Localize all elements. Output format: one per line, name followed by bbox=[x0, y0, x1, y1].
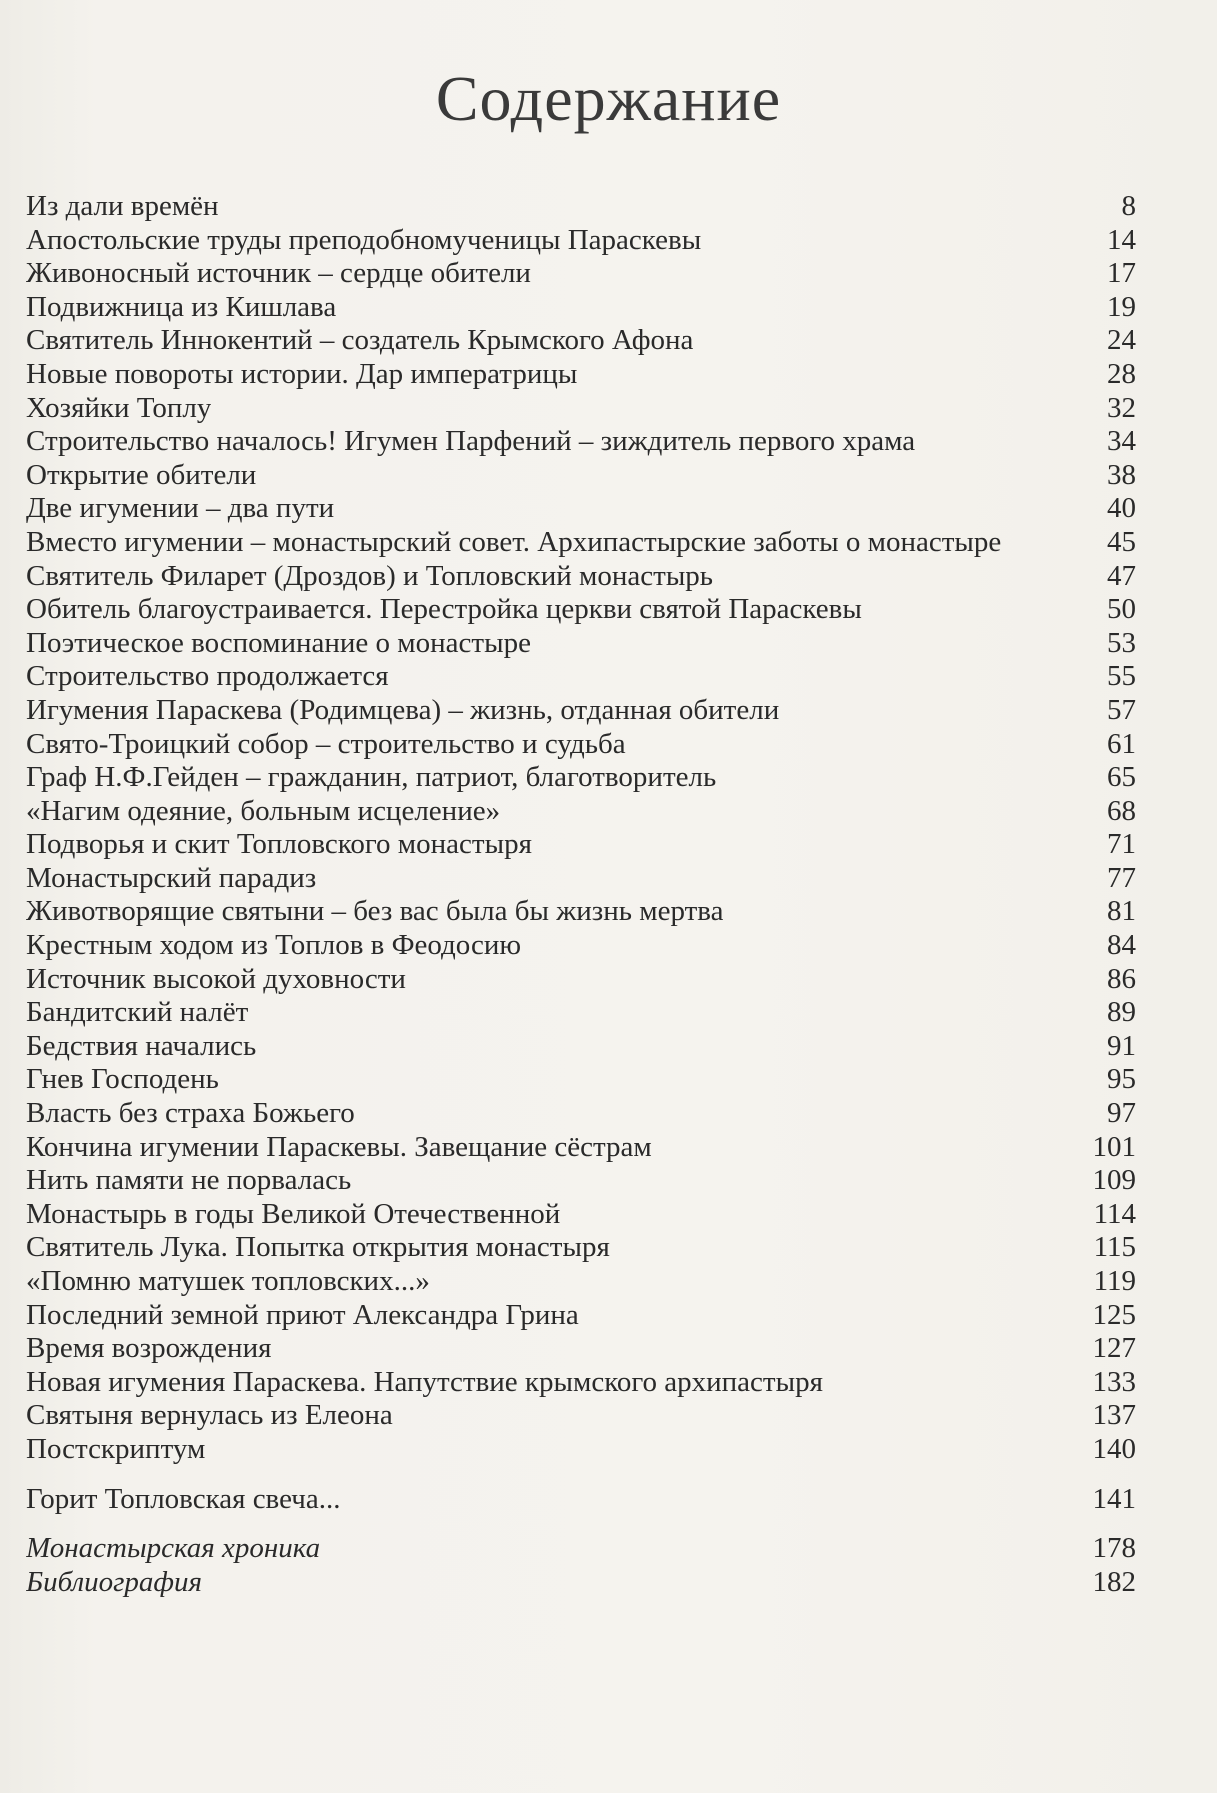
toc-entry-page: 133 bbox=[1092, 1365, 1136, 1398]
toc-entry-label: Подворья и скит Топловского монастыря bbox=[26, 828, 532, 861]
toc-entry bbox=[26, 1097, 1136, 1131]
toc-entry bbox=[26, 660, 1136, 694]
toc-entry-label: «Помню матушек топловских...» bbox=[26, 1265, 430, 1297]
toc-entry-page: 53 bbox=[1107, 626, 1136, 659]
toc-entry-label: Последний земной приют Александра Грина bbox=[26, 1298, 579, 1331]
toc-entry bbox=[26, 1063, 1136, 1097]
toc-entry-page: 24 bbox=[1107, 324, 1136, 357]
toc-entry-label: Граф Н.Ф.Гейден – гражданин, патриот, благотворитель bbox=[26, 761, 717, 794]
toc-entry-page: 127 bbox=[1092, 1332, 1136, 1365]
toc-entry-label: Бандитский налёт bbox=[26, 996, 249, 1029]
toc-entry-label: Монастырская хроника bbox=[26, 1532, 321, 1565]
toc-entry-page: 141 bbox=[1092, 1482, 1136, 1515]
toc-entry-page: 178 bbox=[1092, 1532, 1136, 1565]
toc-entry-label: Монастырь в годы Великой Отечественной bbox=[26, 1197, 561, 1230]
toc-entry-label: Постскриптум bbox=[26, 1432, 206, 1465]
toc-entry-page: 71 bbox=[1107, 828, 1136, 861]
toc-entry bbox=[26, 392, 1136, 426]
toc-entry-label: Игумения Параскева (Родимцева) – жизнь, отданная обители bbox=[26, 693, 780, 726]
toc-entry-label: Горит Топловская свеча... bbox=[26, 1482, 341, 1515]
toc-entry bbox=[26, 257, 1136, 291]
toc-entry-label: Две игумении – два пути bbox=[26, 492, 335, 525]
toc-entry bbox=[26, 1030, 1136, 1064]
toc-entry-label: Апостольские труды преподобномученицы Параскевы bbox=[26, 223, 702, 256]
toc-entry-label: Из дали времён bbox=[26, 190, 219, 222]
toc-entry-page: 40 bbox=[1107, 492, 1136, 525]
toc-entry-page: 114 bbox=[1093, 1197, 1136, 1230]
toc-entry-page: 86 bbox=[1107, 962, 1136, 995]
toc-entry-label: Святитель Иннокентий – создатель Крымского Афона bbox=[26, 324, 694, 357]
page-title: Содержание bbox=[435, 63, 782, 134]
toc-entry-page: 38 bbox=[1107, 458, 1136, 491]
toc-entry bbox=[26, 1164, 1136, 1198]
toc-entry bbox=[26, 996, 1136, 1030]
table-of-contents bbox=[26, 190, 1136, 1599]
toc-entry-page: 61 bbox=[1107, 727, 1136, 760]
toc-entry-page: 28 bbox=[1107, 357, 1136, 390]
toc-entry-label: Святыня вернулась из Елеона bbox=[26, 1399, 393, 1432]
toc-entry-label: Библиография bbox=[26, 1565, 202, 1598]
toc-entry-page: 91 bbox=[1107, 1029, 1136, 1062]
toc-entry bbox=[26, 862, 1136, 896]
toc-entry-label: Новые повороты истории. Дар императрицы bbox=[26, 357, 578, 390]
toc-entry-label: Строительство продолжается bbox=[26, 660, 389, 693]
toc-entry bbox=[26, 593, 1136, 627]
toc-entry-page: 101 bbox=[1092, 1130, 1136, 1163]
toc-entry-page: 109 bbox=[1092, 1164, 1136, 1197]
toc-entry bbox=[26, 560, 1136, 594]
toc-entry-label: Животворящие святыни – без вас была бы жизнь мертва bbox=[26, 895, 724, 928]
toc-entry-page: 95 bbox=[1107, 1063, 1136, 1096]
toc-entry-page: 140 bbox=[1092, 1432, 1136, 1465]
toc-entry bbox=[26, 795, 1136, 829]
toc-entry-page: 50 bbox=[1107, 593, 1136, 626]
toc-entry bbox=[26, 627, 1136, 661]
toc-entry bbox=[26, 895, 1136, 929]
toc-entry-label: Время возрождения bbox=[26, 1332, 272, 1365]
toc-entry-label: Источник высокой духовности bbox=[26, 962, 406, 995]
toc-entry bbox=[26, 761, 1136, 795]
toc-entry-page: 19 bbox=[1107, 290, 1136, 323]
toc-entry bbox=[26, 1231, 1136, 1265]
toc-entry bbox=[26, 224, 1136, 258]
toc-entry-label: Вместо игумении – монастырский совет. Архипастырские заботы о монастыре bbox=[26, 525, 1002, 558]
toc-entry bbox=[26, 425, 1136, 459]
toc-entry-label: Святитель Филарет (Дроздов) и Топловский монастырь bbox=[26, 559, 714, 592]
toc-entry bbox=[26, 291, 1136, 325]
toc-entry bbox=[26, 929, 1136, 963]
toc-entry bbox=[26, 526, 1136, 560]
toc-entry-label: Подвижница из Кишлава bbox=[26, 290, 337, 323]
toc-entry-page: 89 bbox=[1107, 996, 1136, 1029]
toc-entry-label: Монастырский парадиз bbox=[26, 861, 317, 894]
toc-entry bbox=[26, 358, 1136, 392]
toc-entry-label: Живоносный источник – сердце обители bbox=[26, 257, 531, 290]
toc-entry-label: Бедствия начались bbox=[26, 1029, 257, 1062]
toc-entry-page: 182 bbox=[1092, 1565, 1136, 1598]
toc-entry bbox=[26, 728, 1136, 762]
toc-entry bbox=[26, 1433, 1136, 1467]
toc-entry-page: 55 bbox=[1107, 660, 1136, 693]
toc-entry-label: Строительство началось! Игумен Парфений – зиждитель первого храма bbox=[26, 425, 916, 458]
toc-entry-page: 115 bbox=[1093, 1231, 1136, 1264]
toc-entry bbox=[26, 1399, 1136, 1433]
toc-entry-page: 57 bbox=[1107, 693, 1136, 726]
toc-entry-page: 17 bbox=[1107, 257, 1136, 290]
toc-entry bbox=[26, 1332, 1136, 1366]
toc-entry-label: Открытие обители bbox=[26, 458, 257, 491]
toc-entry bbox=[26, 1198, 1136, 1232]
toc-entry bbox=[26, 963, 1136, 997]
toc-entry-appendix bbox=[26, 1532, 1136, 1566]
toc-entry-label: Крестным ходом из Топлов в Феодосию bbox=[26, 929, 522, 962]
toc-entry bbox=[26, 492, 1136, 526]
toc-entry-label: Кончина игумении Параскевы. Завещание сёстрам bbox=[26, 1130, 652, 1163]
toc-entry-label: Гнев Господень bbox=[26, 1063, 219, 1096]
toc-entry-page: 137 bbox=[1092, 1399, 1136, 1432]
toc-entry-label: Святитель Лука. Попытка открытия монастыря bbox=[26, 1231, 610, 1264]
toc-entry bbox=[26, 828, 1136, 862]
toc-entry-page: 14 bbox=[1107, 223, 1136, 256]
toc-entry bbox=[26, 694, 1136, 728]
toc-entry-extra bbox=[26, 1483, 1136, 1517]
toc-entry-page: 97 bbox=[1107, 1097, 1136, 1130]
toc-entry-label: Свято-Троицкий собор – строительство и судьба bbox=[26, 727, 626, 760]
toc-entry-page: 47 bbox=[1107, 559, 1136, 592]
toc-entry-label: «Нагим одеяние, больным исцеление» bbox=[26, 794, 501, 827]
toc-entry-page: 65 bbox=[1107, 761, 1136, 794]
toc-entry-appendix bbox=[26, 1566, 1136, 1600]
toc-entry-page: 81 bbox=[1107, 895, 1136, 928]
toc-entry bbox=[26, 1265, 1136, 1299]
toc-entry-page: 34 bbox=[1107, 425, 1136, 458]
toc-entry bbox=[26, 1366, 1136, 1400]
toc-entry-label: Хозяйки Топлу bbox=[26, 391, 212, 424]
toc-entry bbox=[26, 459, 1136, 493]
toc-entry-label: Поэтическое воспоминание о монастыре bbox=[26, 626, 531, 659]
toc-entry-label: Обитель благоустраивается. Перестройка церкви святой Параскевы bbox=[26, 593, 862, 626]
toc-entry-page: 77 bbox=[1107, 861, 1136, 894]
toc-entry bbox=[26, 190, 1136, 224]
toc-main-list bbox=[26, 190, 1136, 1467]
toc-entry-page: 45 bbox=[1107, 525, 1136, 558]
toc-entry bbox=[26, 1299, 1136, 1333]
toc-entry-page: 119 bbox=[1093, 1265, 1136, 1297]
toc-entry-label: Власть без страха Божьего bbox=[26, 1097, 355, 1130]
toc-entry-page: 125 bbox=[1092, 1298, 1136, 1331]
toc-entry bbox=[26, 324, 1136, 358]
toc-entry-page: 8 bbox=[1121, 190, 1136, 222]
toc-entry-page: 68 bbox=[1107, 794, 1136, 827]
toc-entry-label: Нить памяти не порвалась bbox=[26, 1164, 352, 1197]
toc-entry-page: 84 bbox=[1107, 929, 1136, 962]
toc-entry-label: Новая игумения Параскева. Напутствие крымского архипастыря bbox=[26, 1365, 823, 1398]
toc-entry bbox=[26, 1131, 1136, 1165]
toc-entry-page: 32 bbox=[1107, 391, 1136, 424]
